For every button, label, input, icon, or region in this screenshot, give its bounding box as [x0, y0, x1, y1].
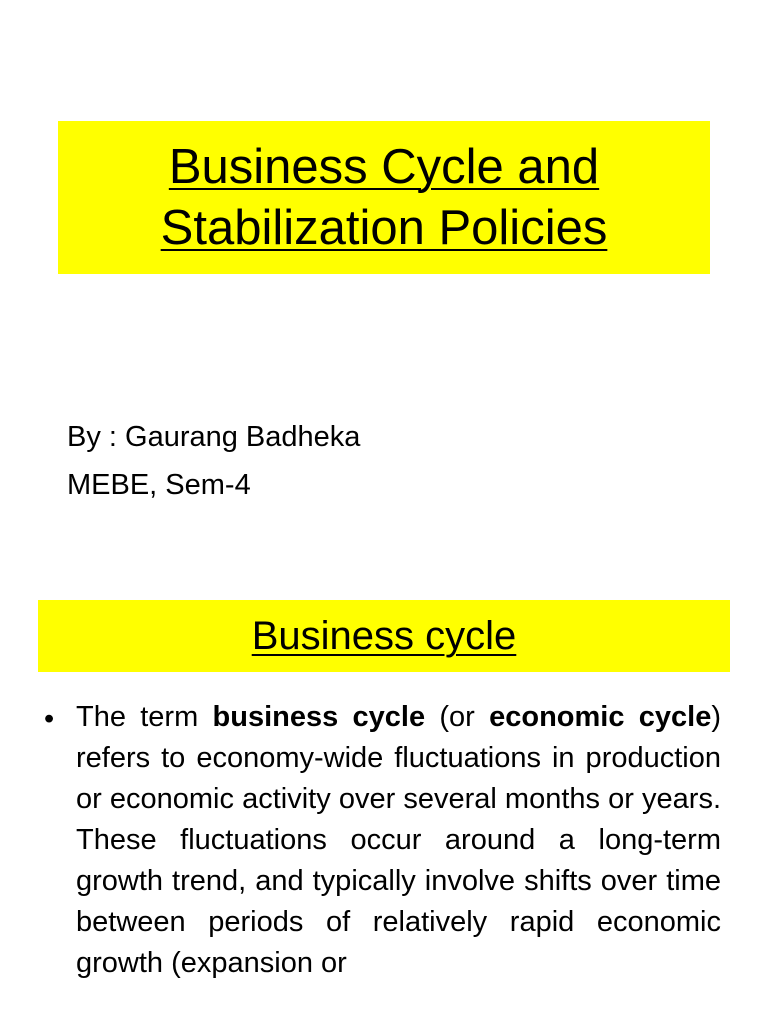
bullet-text-1: The term [76, 701, 213, 733]
title-banner [58, 121, 710, 274]
bullet-text-2: (or [425, 701, 490, 733]
section-banner [38, 600, 730, 672]
bullet-paragraph [76, 697, 721, 984]
author-line: By : Gaurang Badheka [67, 421, 361, 453]
term-business-cycle: business cycle [212, 701, 426, 733]
section-title: Business cycle [251, 614, 517, 658]
bullet-text-3: ) refers to economy-wide fluctuations in production or economic activity over several months or years. These fluctuations occur around a long-term growth trend, and typically involve shifts over time between periods of relatively rapid economic growth (expansion or [76, 701, 722, 979]
title-line-2: Stabilization Policies [160, 200, 608, 255]
course-line: MEBE, Sem-4 [67, 469, 251, 501]
bullet-marker: • [44, 703, 55, 735]
term-economic-cycle: economic cycle [489, 701, 712, 733]
title-line-1: Business Cycle and [168, 139, 600, 194]
